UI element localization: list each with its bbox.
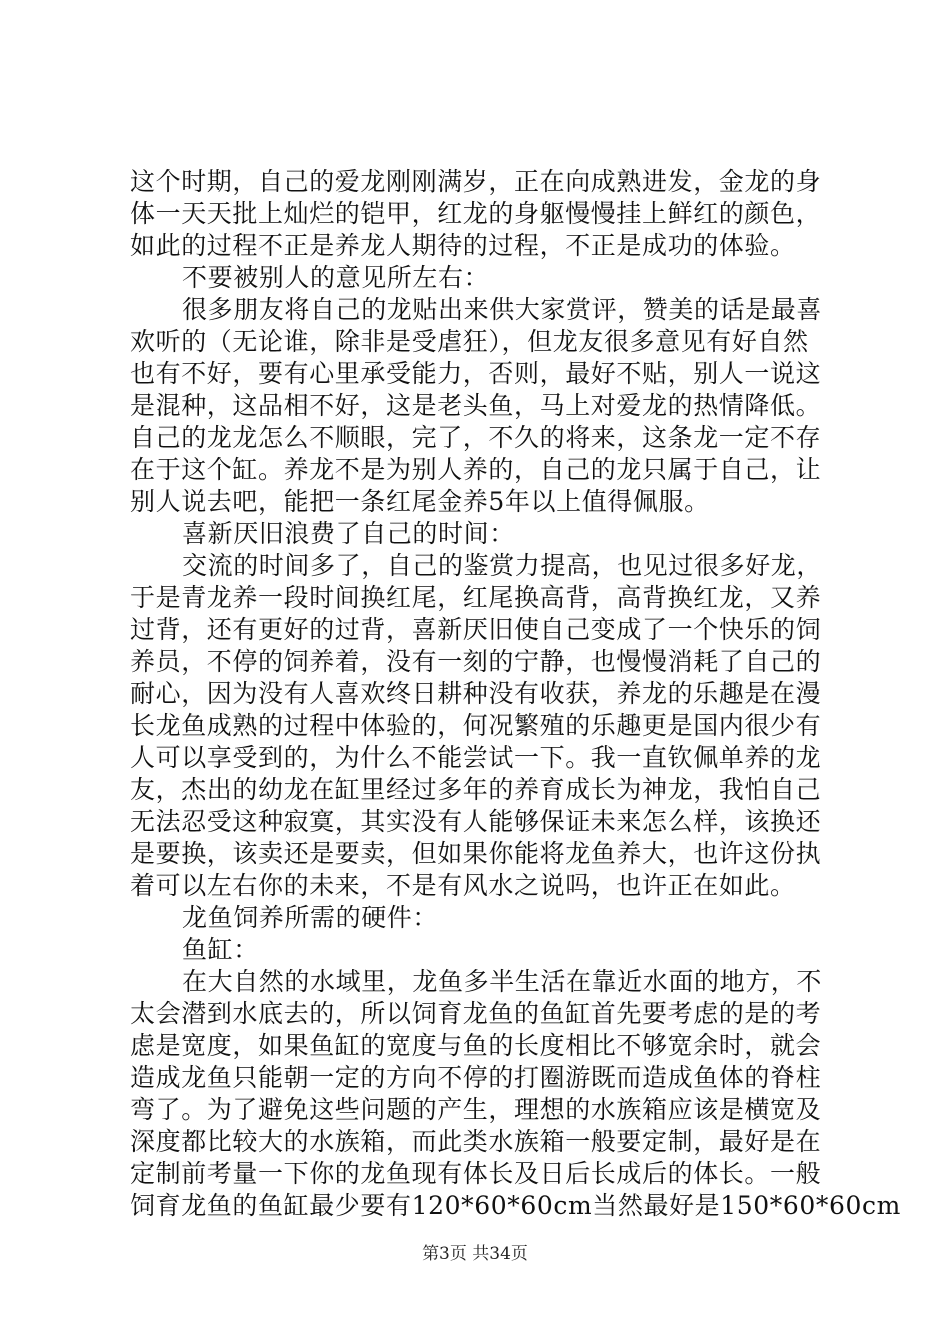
- text-line: 友，杰出的幼龙在缸里经过多年的养育成长为神龙，我怕自己: [130, 775, 822, 804]
- section-heading: 龙鱼饲养所需的硬件：: [182, 903, 439, 932]
- text-line: 交流的时间多了，自己的鉴赏力提高，也见过很多好龙，: [182, 551, 823, 580]
- text-line: 无法忍受这种寂寞，其实没有人能够保证未来怎么样，该换还: [130, 807, 822, 836]
- text-line: 定制前考量一下你的龙鱼现有体长及日后长成后的体长。一般: [130, 1159, 822, 1188]
- text-line: 别人说去吧，能把一条红尾金养5年以上值得佩服。: [130, 487, 710, 516]
- subsection-heading: 鱼缸：: [182, 935, 259, 964]
- section-heading: 喜新厌旧浪费了自己的时间：: [182, 519, 515, 548]
- text-line: 如此的过程不正是养龙人期待的过程，不正是成功的体验。: [130, 231, 796, 260]
- text-line: 弯了。为了避免这些问题的产生，理想的水族箱应该是横宽及: [130, 1095, 822, 1124]
- text-line: 是要换，该卖还是要卖，但如果你能将龙鱼养大，也许这份执: [130, 839, 822, 868]
- text-line: 这个时期，自己的爱龙刚刚满岁，正在向成熟进发，金龙的身: [130, 167, 822, 196]
- text-line: 深度都比较大的水族箱，而此类水族箱一般要定制，最好是在: [130, 1127, 822, 1156]
- text-line: 欢听的（无论谁，除非是受虐狂），但龙友很多意见有好自然: [130, 327, 809, 356]
- text-line: 很多朋友将自己的龙贴出来供大家赏评，赞美的话是最喜: [182, 295, 823, 324]
- document-body: [130, 166, 901, 1222]
- text-line: 着可以左右你的未来，不是有风水之说吗，也许正在如此。: [130, 871, 796, 900]
- text-line: 过背，还有更好的过背，喜新厌旧使自己变成了一个快乐的饲: [130, 615, 822, 644]
- text-line: 饲育龙鱼的鱼缸最少要有120*60*60cm当然最好是150*60*60cm: [130, 1191, 901, 1220]
- text-line: 虑是宽度，如果鱼缸的宽度与鱼的长度相比不够宽余时，就会: [130, 1031, 822, 1060]
- text-line: 太会潜到水底去的，所以饲育龙鱼的鱼缸首先要考虑的是的考: [130, 999, 822, 1028]
- section-heading: 不要被别人的意见所左右：: [182, 263, 490, 292]
- text-line: 长龙鱼成熟的过程中体验的，何况繁殖的乐趣更是国内很少有: [130, 711, 822, 740]
- page-number-footer: 第3页 共34页: [422, 1244, 528, 1264]
- text-line: 是混种，这品相不好，这是老头鱼，马上对爱龙的热情降低。: [130, 391, 822, 420]
- text-line: 造成龙鱼只能朝一定的方向不停的打圈游既而造成鱼体的脊柱: [130, 1063, 822, 1092]
- text-line: 在大自然的水域里，龙鱼多半生活在靠近水面的地方，不: [182, 967, 823, 996]
- text-line: 于是青龙养一段时间换红尾，红尾换高背，高背换红龙，又养: [130, 583, 822, 612]
- text-line: 耐心，因为没有人喜欢终日耕种没有收获，养龙的乐趣是在漫: [130, 679, 822, 708]
- text-line: 在于这个缸。养龙不是为别人养的，自己的龙只属于自己，让: [130, 455, 822, 484]
- text-line: 养员，不停的饲养着，没有一刻的宁静，也慢慢消耗了自己的: [130, 647, 822, 676]
- text-line: 人可以享受到的，为什么不能尝试一下。我一直钦佩单养的龙: [130, 743, 822, 772]
- text-line: 自己的龙龙怎么不顺眼，完了，不久的将来，这条龙一定不存: [130, 423, 822, 452]
- text-line: 也有不好，要有心里承受能力，否则，最好不贴，别人一说这: [130, 359, 822, 388]
- text-line: 体一天天批上灿烂的铠甲，红龙的身躯慢慢挂上鲜红的颜色，: [130, 199, 822, 228]
